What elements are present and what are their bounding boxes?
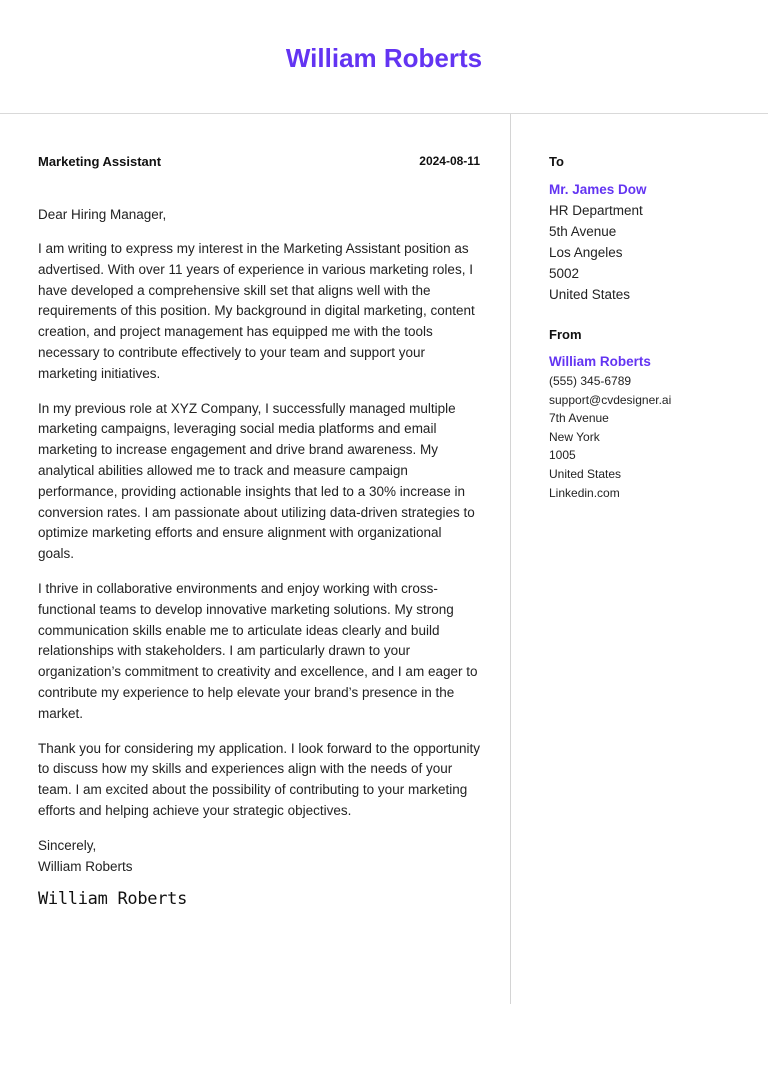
closing-name: William Roberts <box>38 858 133 874</box>
page-header <box>0 0 768 114</box>
column-divider <box>510 114 511 1004</box>
job-row <box>38 150 480 178</box>
paragraph-1: I am writing to express my interest in the Marketing Assistant position as advertised. With over 11 years of experience in various marketing roles, I have developed a comprehensive skill set that aligns well with the requirements of this position. My background in digital marketing, content creation, and project management has equipped me with the tools necessary to contribute effectively to your team and support your marketing initiatives. <box>38 241 475 381</box>
salutation: Dear Hiring Manager, <box>38 207 167 222</box>
recipient-city: Los Angeles <box>549 245 623 260</box>
recipient-country: United States <box>549 287 631 302</box>
recipient-postal: 5002 <box>549 266 580 281</box>
sender-linkedin: Linkedin.com <box>549 485 620 500</box>
recipient-street: 5th Avenue <box>549 224 617 239</box>
job-title: Marketing Assistant <box>38 154 162 169</box>
to-heading: To <box>549 154 564 169</box>
recipient-block <box>549 150 759 305</box>
recipient-department: HR Department <box>549 203 643 218</box>
sender-postal: 1005 <box>549 448 576 463</box>
sender-name: William Roberts <box>549 354 651 369</box>
from-heading: From <box>549 327 582 342</box>
closing-phrase: Sincerely, <box>38 837 97 853</box>
recipient-name: Mr. James Dow <box>549 182 647 197</box>
paragraph-3: I thrive in collaborative environments and enjoy working with cross-functional teams to develop innovative marketing solutions. My strong communication skills enable me to articulate ideas clearly and build relationships with stakeholders. I am particularly drawn to your organization’s commitment to creativity and excellence, and I am eager to contribute my experience to help elevate your brand’s presence in the market. <box>38 580 478 721</box>
contact-sidebar <box>549 150 759 502</box>
closing-block <box>38 836 480 878</box>
candidate-name: William Roberts <box>285 43 483 73</box>
signature: William Roberts <box>38 889 188 910</box>
sender-email: support@cvdesigner.ai <box>549 392 672 407</box>
sender-country: United States <box>549 466 622 481</box>
sender-street: 7th Avenue <box>549 411 609 426</box>
sender-block <box>549 323 759 502</box>
sender-phone: (555) 345-6789 <box>549 374 632 388</box>
letter-date: 2024-08-11 <box>419 154 480 168</box>
sender-city: New York <box>549 429 600 444</box>
letter-body <box>38 150 480 909</box>
paragraph-4: Thank you for considering my application. I look forward to the opportunity to discuss how my skills and experiences align with the needs of your team. I am excited about the possibility of contributing to your marketing efforts and helping achieve your strategic objectives. <box>38 740 480 818</box>
paragraph-2: In my previous role at XYZ Company, I successfully managed multiple marketing campaigns, leveraging social media platforms and email marketing to increase engagement and drive brand awareness. My analytical abilities allowed me to track and measure campaign performance, providing actionable insights that led to a 30% increase in conversion rates. I am passionate about utilizing data-driven strategies to optimize marketing efforts and ensure alignment with organizational goals. <box>38 400 475 562</box>
